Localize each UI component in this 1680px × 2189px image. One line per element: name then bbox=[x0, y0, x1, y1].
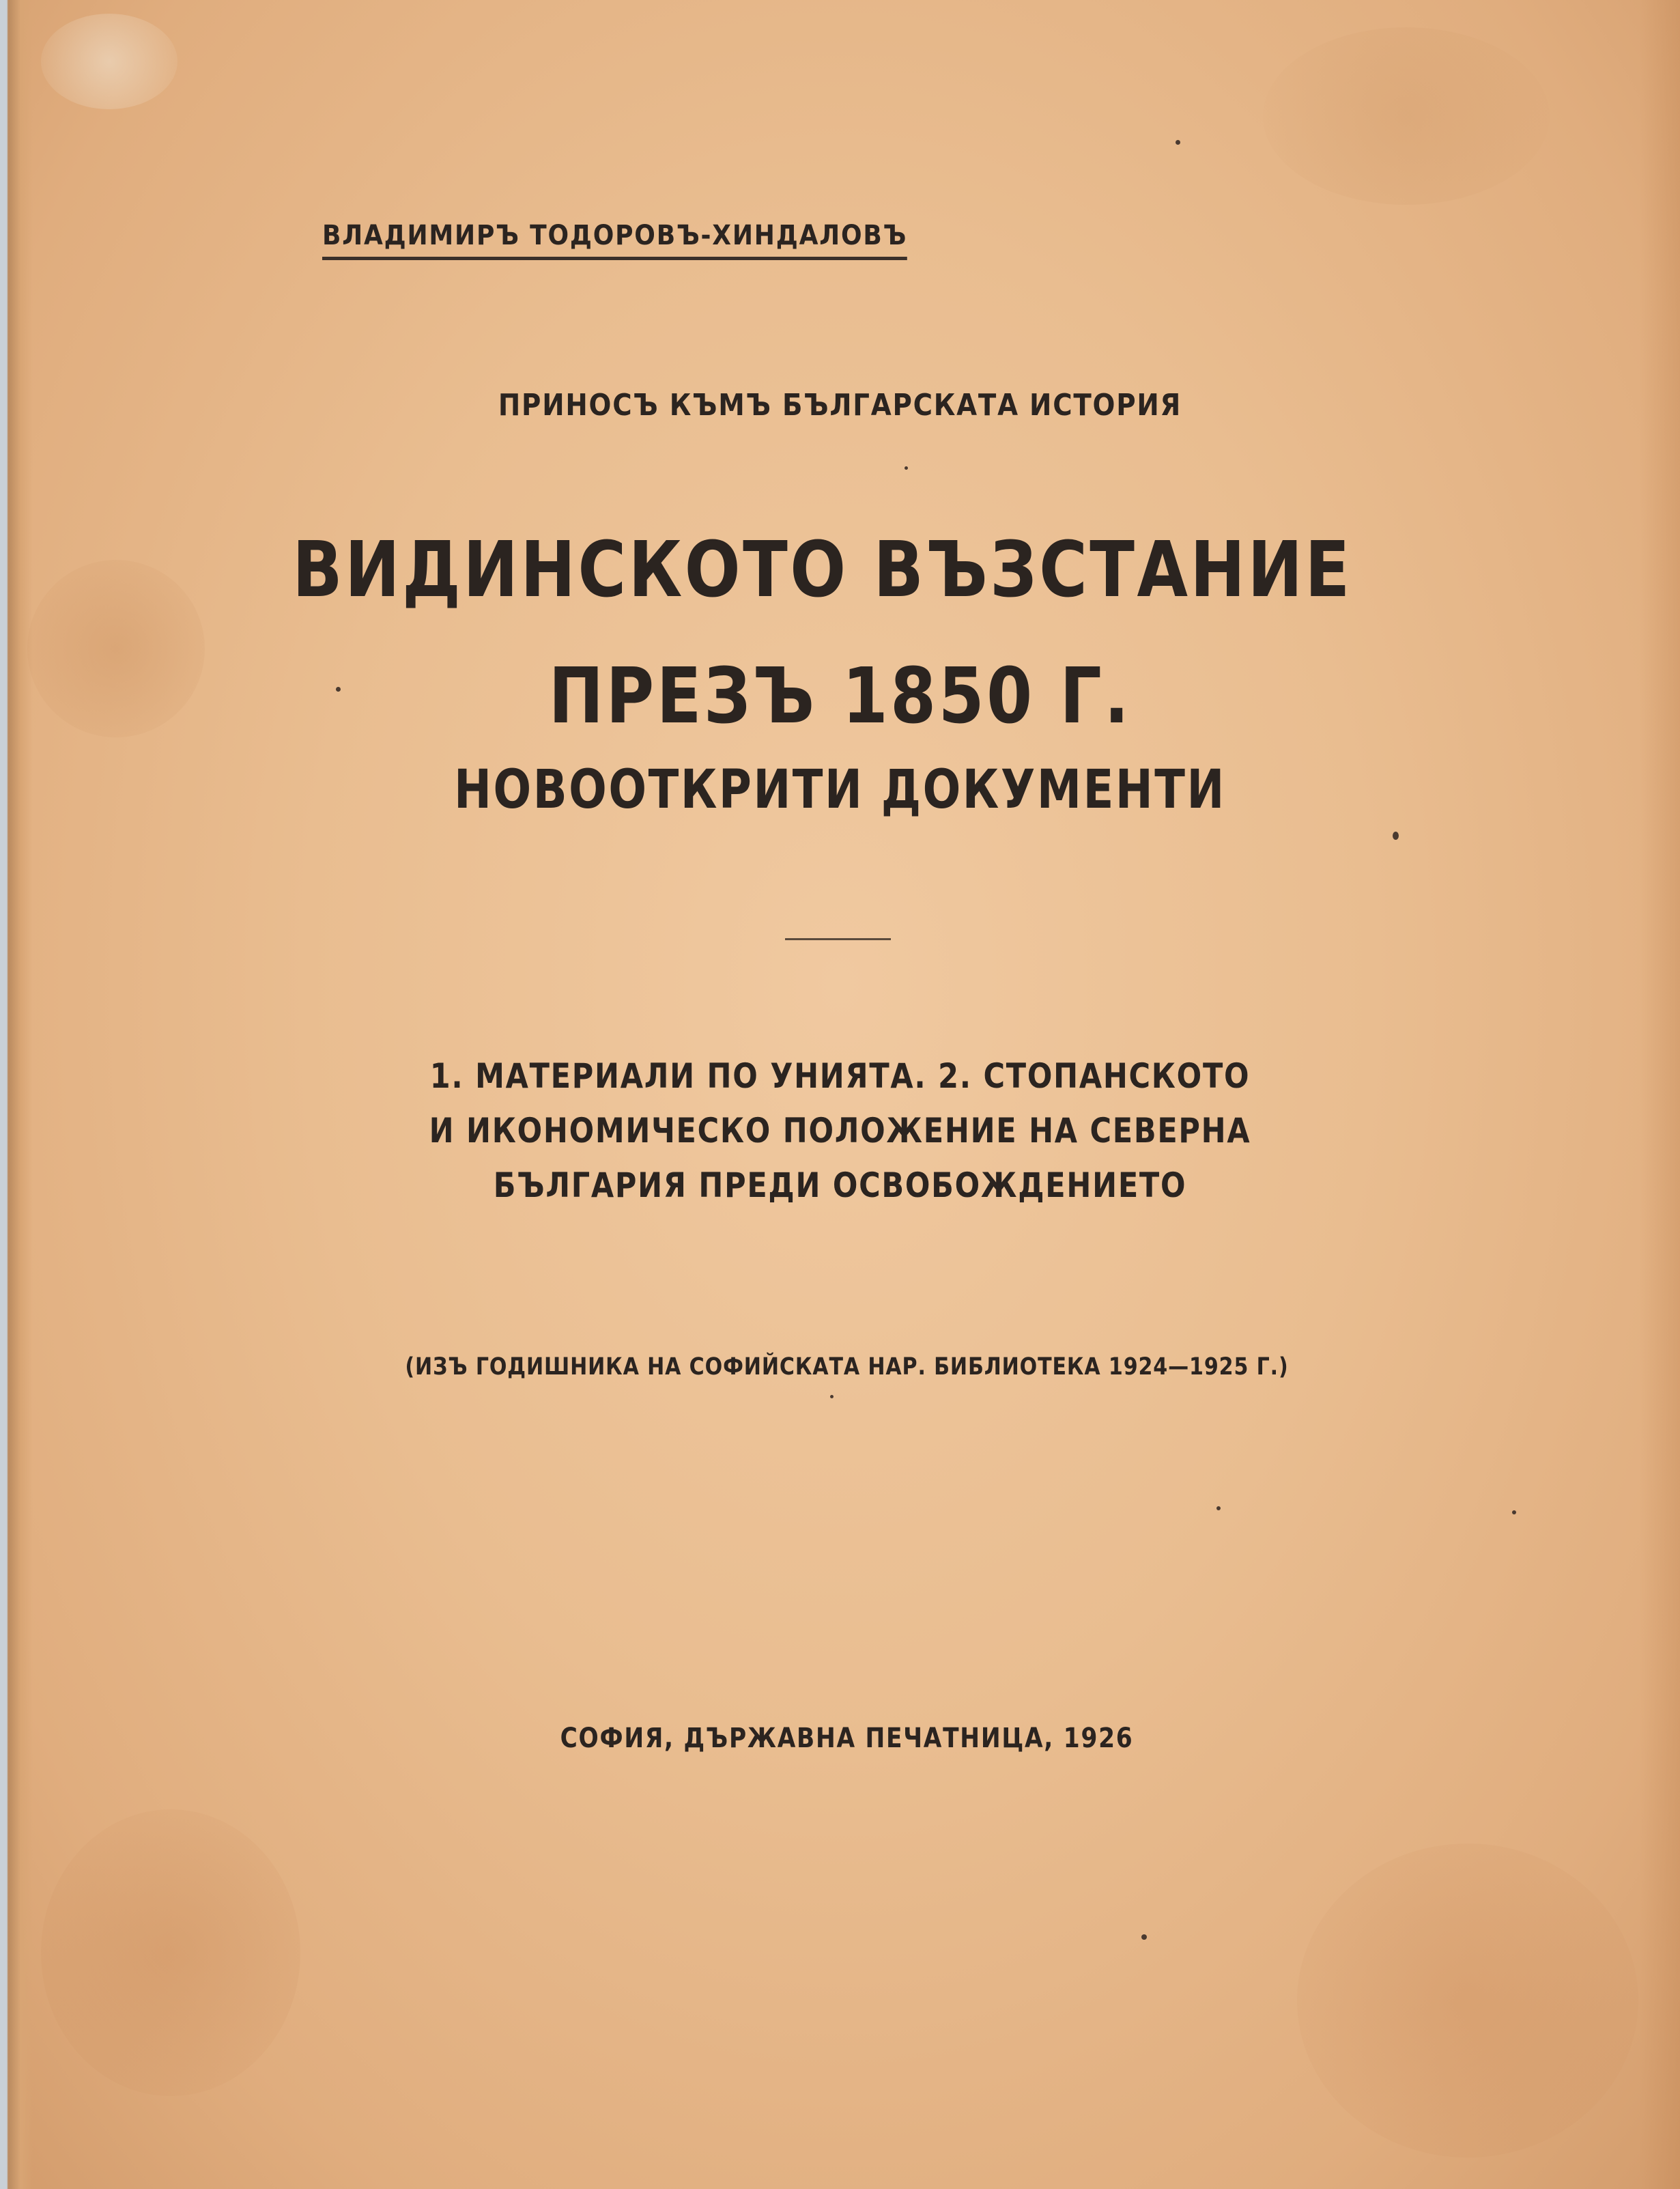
contents-line: И ИКОНОМИЧЕСКО ПОЛОЖЕНИЕ НА СЕВЕРНА bbox=[429, 1111, 1251, 1150]
ink-speck bbox=[1176, 140, 1180, 145]
ink-speck bbox=[1393, 832, 1399, 840]
stain bbox=[41, 1809, 300, 2096]
book-subtitle: НОВООТКРИТИ ДОКУМЕНТИ bbox=[454, 759, 1226, 821]
author-name: ВЛАДИМИРЪ ТОДОРОВЪ-ХИНДАЛОВЪ bbox=[322, 220, 907, 260]
ink-speck bbox=[336, 687, 341, 692]
contents-description bbox=[117, 1049, 1562, 1213]
ink-speck bbox=[830, 1395, 834, 1398]
cover-right-edge bbox=[1639, 0, 1680, 2189]
ink-speck bbox=[905, 466, 908, 470]
ink-speck bbox=[1141, 1934, 1147, 1940]
imprint: СОФИЯ, ДЪРЖАВНА ПЕЧАТНИЦА, 1926 bbox=[560, 1723, 1134, 1754]
book-title-line-2: ПРЕЗЪ 1850 Г. bbox=[548, 652, 1132, 741]
stain bbox=[41, 14, 177, 109]
book-title-line-1: ВИДИНСКОТО ВЪЗСТАНИЕ bbox=[292, 526, 1352, 615]
cover-spine-edge bbox=[0, 0, 33, 2189]
stain bbox=[1263, 27, 1550, 205]
divider-rule bbox=[785, 938, 891, 940]
stain bbox=[1297, 1844, 1638, 2158]
ink-speck bbox=[1512, 1510, 1516, 1514]
series-title: ПРИНОСЪ КЪМЪ БЪЛГАРСКАТА ИСТОРИЯ bbox=[498, 388, 1182, 423]
source-note: (ИЗЪ ГОДИШНИКА НА СОФИЙСКАТА НАР. БИБЛИОТЕКА 1924—1925 Г.) bbox=[405, 1353, 1289, 1381]
ink-speck bbox=[1216, 1506, 1221, 1510]
contents-line: 1. МАТЕРИАЛИ ПО УНИЯТА. 2. СТОПАНСКОТО bbox=[429, 1056, 1251, 1096]
contents-line: БЪЛГАРИЯ ПРЕДИ ОСВОБОЖДЕНИЕТО bbox=[493, 1166, 1187, 1205]
